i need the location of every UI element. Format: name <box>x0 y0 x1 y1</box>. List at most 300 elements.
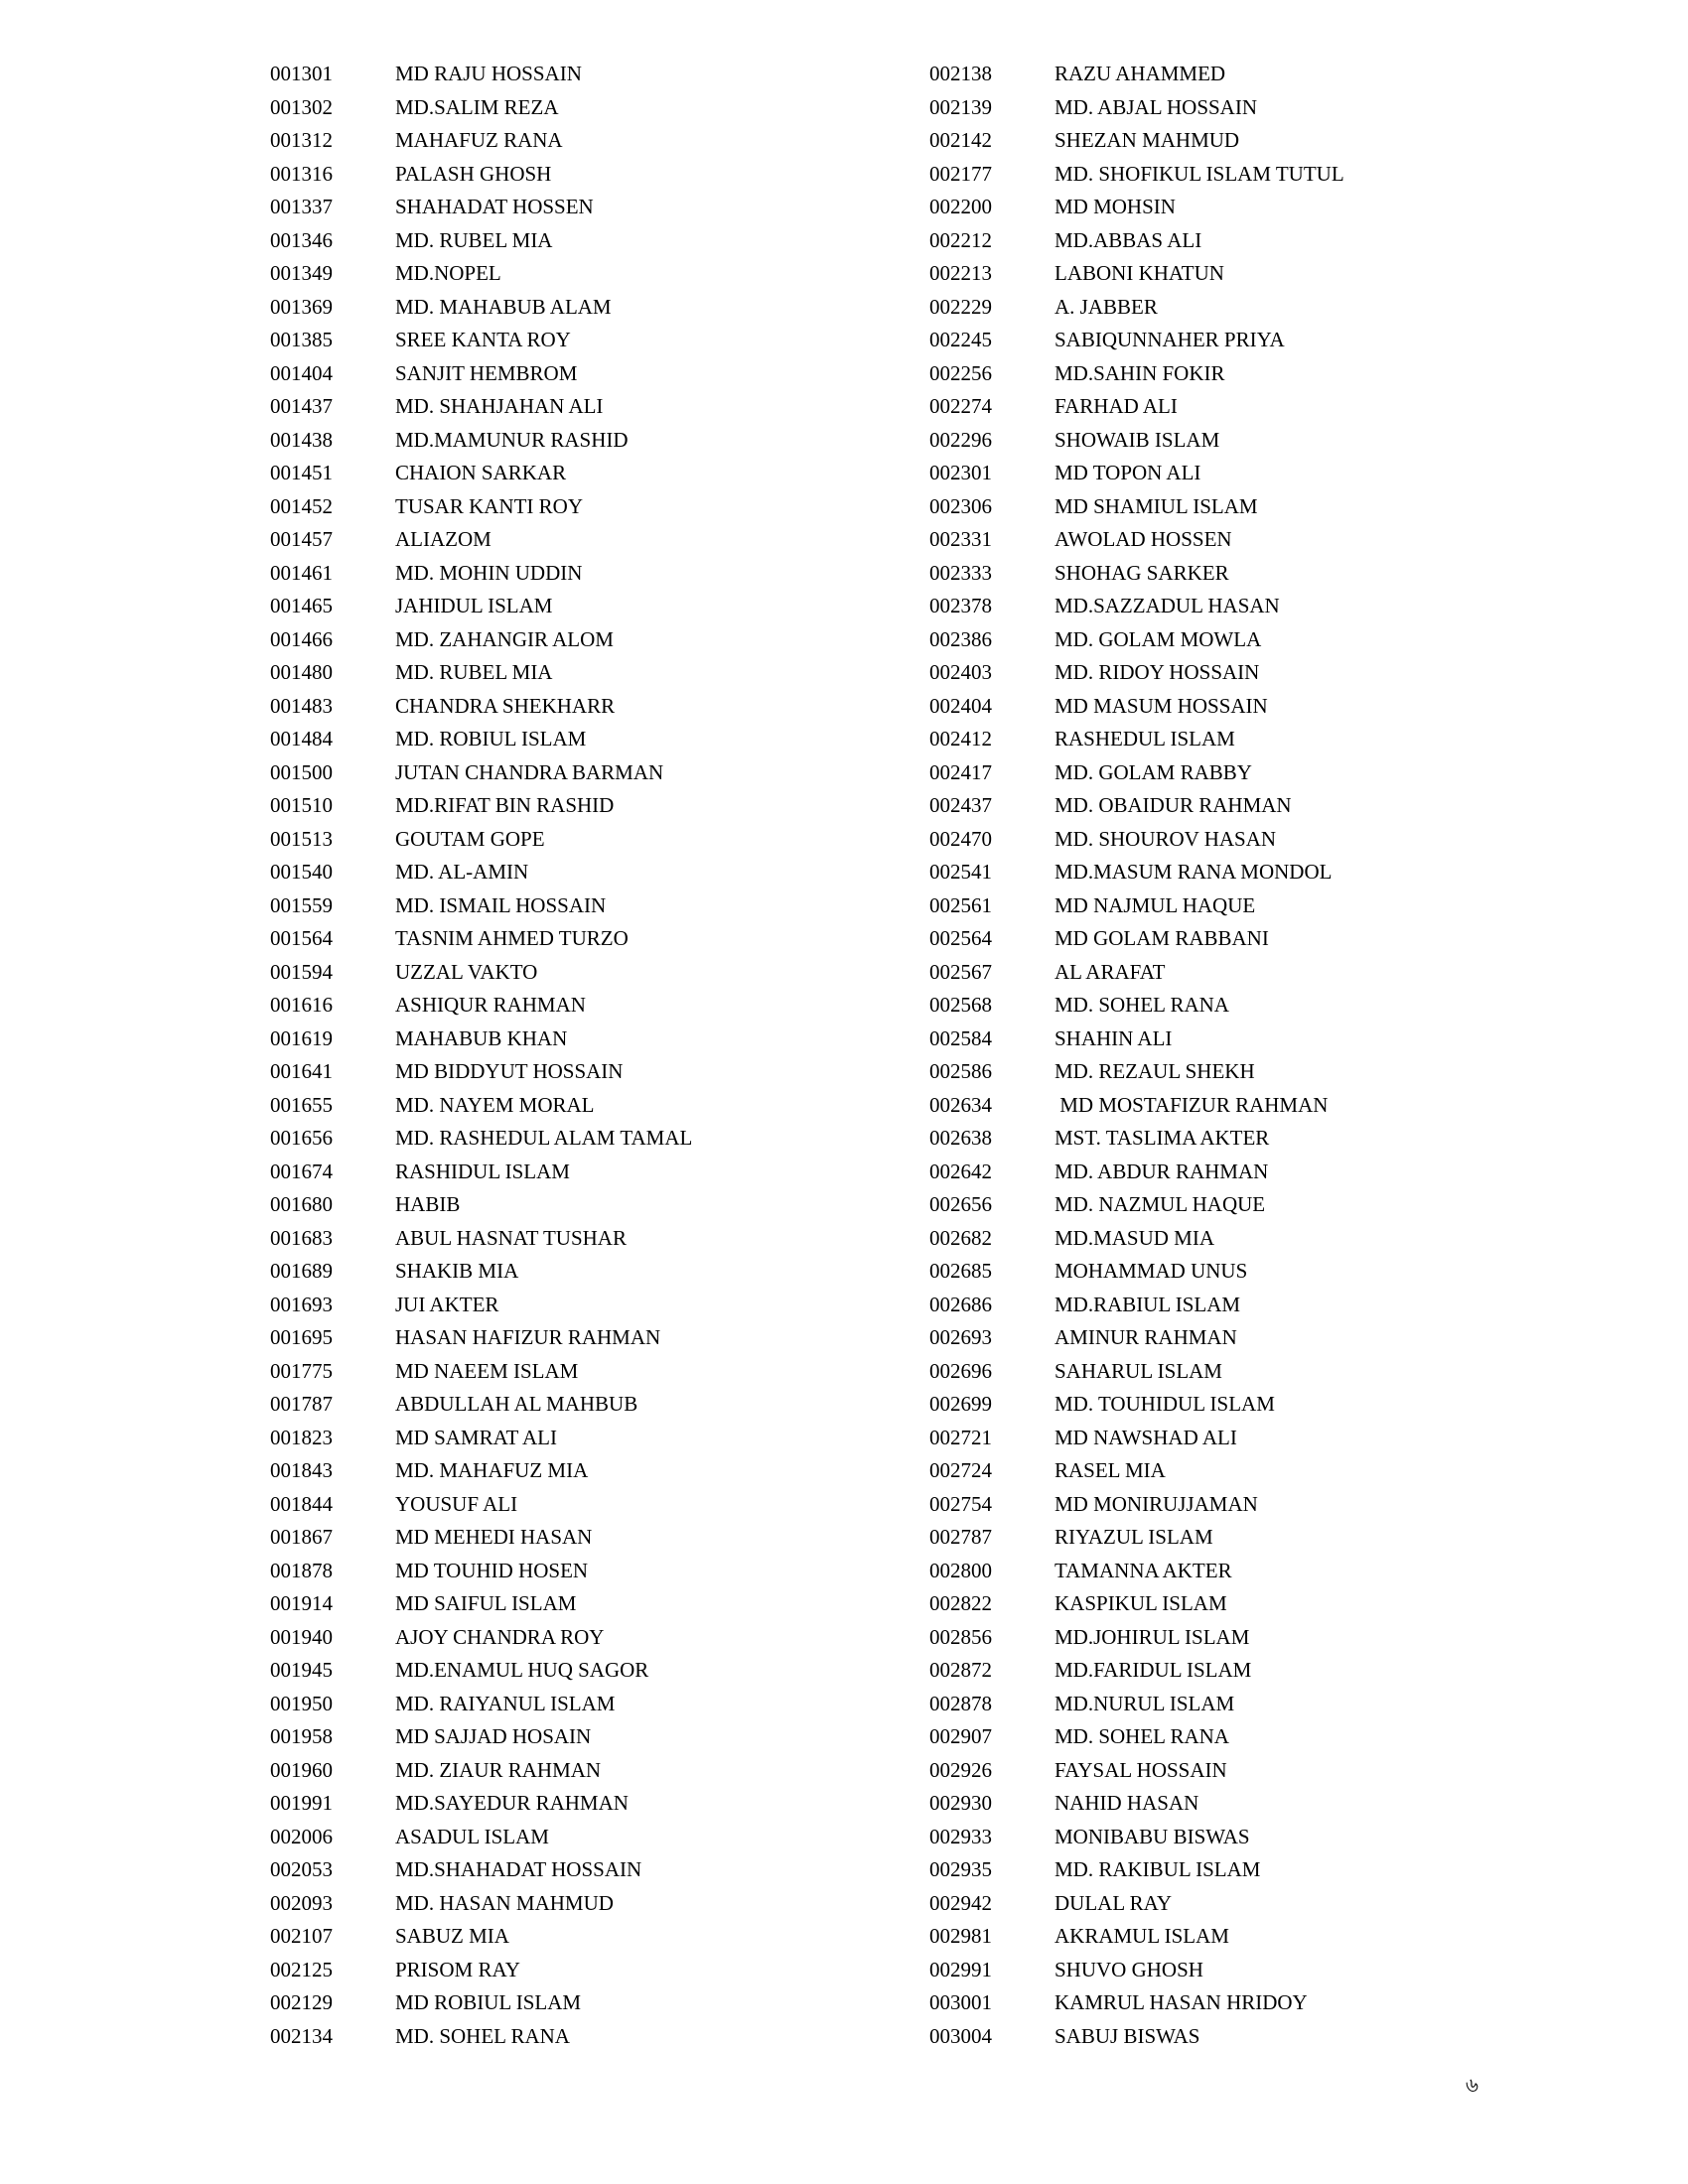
candidate-name: MD. OBAIDUR RAHMAN <box>1055 793 1292 818</box>
candidate-name: MD.MASUM RANA MONDOL <box>1055 860 1333 885</box>
list-item <box>929 490 1344 524</box>
roll-number: 002412 <box>929 727 992 751</box>
roll-number: 001680 <box>270 1192 333 1217</box>
candidate-name: MD.NOPEL <box>395 261 501 286</box>
candidate-name: MD MONIRUJJAMAN <box>1055 1491 1258 1516</box>
list-item <box>929 1454 1344 1488</box>
list-item <box>929 789 1344 823</box>
roll-number: 001465 <box>270 594 333 618</box>
list-item <box>929 1388 1344 1422</box>
roll-number: 002333 <box>929 560 992 585</box>
roll-number: 001775 <box>270 1358 333 1383</box>
roll-number: 002053 <box>270 1857 333 1882</box>
candidate-name: MD. SHAHJAHAN ALI <box>395 394 604 419</box>
list-item <box>270 1454 692 1488</box>
roll-number: 002567 <box>929 959 992 984</box>
roll-number: 002933 <box>929 1824 992 1848</box>
candidate-name: AMINUR RAHMAN <box>1055 1325 1237 1350</box>
candidate-name: TUSAR KANTI ROY <box>395 493 583 518</box>
roll-number: 001301 <box>270 62 333 86</box>
list-item <box>270 1289 692 1322</box>
candidate-name: RASHEDUL ISLAM <box>1055 727 1235 751</box>
roll-number: 001337 <box>270 195 333 219</box>
candidate-name: UZZAL VAKTO <box>395 959 538 984</box>
roll-number: 001438 <box>270 427 333 452</box>
list-item <box>270 756 692 790</box>
candidate-name: SHAKIB MIA <box>395 1259 519 1284</box>
list-item <box>270 1122 692 1156</box>
list-item <box>929 257 1344 291</box>
roll-number: 001513 <box>270 826 333 851</box>
roll-number: 002229 <box>929 294 992 319</box>
roll-number: 001316 <box>270 161 333 186</box>
candidate-name: GOUTAM GOPE <box>395 826 545 851</box>
list-item <box>270 856 692 889</box>
candidate-name: MD NAWSHAD ALI <box>1055 1425 1237 1449</box>
list-item <box>270 124 692 158</box>
list-item <box>929 1853 1344 1887</box>
list-item <box>929 324 1344 357</box>
candidate-name: SHUVO GHOSH <box>1055 1957 1203 1981</box>
roll-number: 002800 <box>929 1558 992 1582</box>
candidate-name: MD. TOUHIDUL ISLAM <box>1055 1392 1275 1417</box>
roll-number: 002142 <box>929 128 992 153</box>
roll-number: 002685 <box>929 1259 992 1284</box>
roll-number: 002470 <box>929 826 992 851</box>
candidate-name: MD.NURUL ISLAM <box>1055 1691 1235 1715</box>
roll-number: 001312 <box>270 128 333 153</box>
candidate-name: MD. SHOFIKUL ISLAM TUTUL <box>1055 161 1344 186</box>
roll-number: 001480 <box>270 660 333 685</box>
list-item <box>929 1422 1344 1455</box>
list-item <box>270 557 692 591</box>
candidate-name: SHAHADAT HOSSEN <box>395 195 594 219</box>
list-item <box>929 1720 1344 1754</box>
list-item <box>929 1621 1344 1655</box>
roll-number: 002386 <box>929 626 992 651</box>
list-item <box>929 590 1344 623</box>
roll-number: 001823 <box>270 1425 333 1449</box>
list-item <box>270 158 692 192</box>
candidate-name: MD SAMRAT ALI <box>395 1425 557 1449</box>
list-item <box>270 1688 692 1721</box>
list-item <box>929 1555 1344 1588</box>
candidate-name: CHAION SARKAR <box>395 461 567 485</box>
list-item <box>929 1055 1344 1089</box>
list-item <box>270 457 692 490</box>
roll-number: 002696 <box>929 1358 992 1383</box>
list-item <box>929 291 1344 325</box>
list-item <box>270 1355 692 1389</box>
list-item <box>929 191 1344 224</box>
roll-number: 001540 <box>270 860 333 885</box>
list-item <box>270 1954 692 1987</box>
roll-number: 001787 <box>270 1392 333 1417</box>
roll-number: 002378 <box>929 594 992 618</box>
candidate-name: MD. AL-AMIN <box>395 860 529 885</box>
candidate-name: MD. RUBEL MIA <box>395 227 553 252</box>
candidate-name: SREE KANTA ROY <box>395 328 571 352</box>
list-item <box>929 58 1344 91</box>
candidate-name: MD. ABDUR RAHMAN <box>1055 1159 1269 1183</box>
list-item <box>929 989 1344 1023</box>
roll-number: 001483 <box>270 693 333 718</box>
candidate-name: MD.ENAMUL HUQ SAGOR <box>395 1658 649 1683</box>
list-item <box>929 1222 1344 1256</box>
roll-number: 002129 <box>270 1990 333 2015</box>
roll-number: 002093 <box>270 1890 333 1915</box>
candidate-name: MD. SOHEL RANA <box>1055 993 1229 1018</box>
list-item <box>270 1388 692 1422</box>
roll-number: 001559 <box>270 892 333 917</box>
list-item <box>929 1289 1344 1322</box>
list-item <box>270 1488 692 1522</box>
roll-number: 001674 <box>270 1159 333 1183</box>
roll-number: 002403 <box>929 660 992 685</box>
roll-number: 002138 <box>929 62 992 86</box>
roll-number: 002296 <box>929 427 992 452</box>
list-item <box>270 191 692 224</box>
list-item <box>929 424 1344 458</box>
roll-number: 001991 <box>270 1791 333 1816</box>
list-item <box>270 1321 692 1355</box>
roll-number: 002930 <box>929 1791 992 1816</box>
candidate-name: A. JABBER <box>1055 294 1158 319</box>
candidate-name: CHANDRA SHEKHARR <box>395 693 616 718</box>
candidate-name: MD SAIFUL ISLAM <box>395 1591 577 1616</box>
list-item <box>929 1986 1344 2020</box>
candidate-name: MD.SAZZADUL HASAN <box>1055 594 1280 618</box>
list-item <box>270 1587 692 1621</box>
candidate-name: MD. ABJAL HOSSAIN <box>1055 94 1258 119</box>
candidate-name: MD.SALIM REZA <box>395 94 559 119</box>
list-item <box>929 1188 1344 1222</box>
roll-number: 001950 <box>270 1691 333 1715</box>
list-item <box>270 91 692 125</box>
list-item <box>929 1355 1344 1389</box>
list-item <box>929 1156 1344 1189</box>
candidate-name: RIYAZUL ISLAM <box>1055 1525 1213 1550</box>
list-item <box>270 1555 692 1588</box>
candidate-name: NAHID HASAN <box>1055 1791 1199 1816</box>
roll-number: 001437 <box>270 394 333 419</box>
roll-number: 001510 <box>270 793 333 818</box>
roll-number: 001484 <box>270 727 333 751</box>
candidate-name: RASHIDUL ISLAM <box>395 1159 570 1183</box>
candidate-name: MD RAJU HOSSAIN <box>395 62 582 86</box>
candidate-name: PRISOM RAY <box>395 1957 520 1981</box>
list-item <box>270 1255 692 1289</box>
list-item <box>929 357 1344 391</box>
roll-number: 001867 <box>270 1525 333 1550</box>
roll-number: 001641 <box>270 1059 333 1084</box>
candidate-name: ALIAZOM <box>395 527 492 552</box>
roll-number: 002981 <box>929 1924 992 1949</box>
candidate-name: MD ROBIUL ISLAM <box>395 1990 582 2015</box>
candidate-name: KASPIKUL ISLAM <box>1055 1591 1227 1616</box>
roll-number: 002926 <box>929 1757 992 1782</box>
roll-number: 001656 <box>270 1126 333 1151</box>
list-item <box>270 424 692 458</box>
roll-number: 002721 <box>929 1425 992 1449</box>
candidate-name: MD. ISMAIL HOSSAIN <box>395 892 607 917</box>
roll-number: 002301 <box>929 461 992 485</box>
candidate-name: RAZU AHAMMED <box>1055 62 1226 86</box>
roll-number: 001878 <box>270 1558 333 1582</box>
list-item <box>929 856 1344 889</box>
candidate-name: MD GOLAM RABBANI <box>1055 926 1269 951</box>
roll-number: 001689 <box>270 1259 333 1284</box>
candidate-name: MST. TASLIMA AKTER <box>1055 1126 1270 1151</box>
list-item <box>929 1821 1344 1854</box>
candidate-name: MD. MAHAFUZ MIA <box>395 1458 589 1483</box>
candidate-name: PALASH GHOSH <box>395 161 552 186</box>
roll-number: 002991 <box>929 1957 992 1981</box>
roll-number: 002638 <box>929 1126 992 1151</box>
roll-number: 001466 <box>270 626 333 651</box>
list-item <box>929 1688 1344 1721</box>
candidate-name: MD TOPON ALI <box>1055 461 1201 485</box>
list-item <box>929 823 1344 857</box>
list-item <box>270 1023 692 1056</box>
roll-number: 002125 <box>270 1957 333 1981</box>
roll-number: 001404 <box>270 360 333 385</box>
list-item <box>929 557 1344 591</box>
list-item <box>929 1521 1344 1555</box>
list-item <box>270 623 692 657</box>
candidate-name: MD.MAMUNUR RASHID <box>395 427 629 452</box>
list-item <box>270 1920 692 1954</box>
candidate-name: MD. NAZMUL HAQUE <box>1055 1192 1266 1217</box>
list-item <box>270 1621 692 1655</box>
candidate-name: MD. ZIAUR RAHMAN <box>395 1757 602 1782</box>
roll-number: 002724 <box>929 1458 992 1483</box>
roll-number: 002134 <box>270 2023 333 2048</box>
list-item <box>270 1853 692 1887</box>
roll-number: 002754 <box>929 1491 992 1516</box>
list-item <box>929 922 1344 956</box>
roll-number: 002177 <box>929 161 992 186</box>
candidate-name: TASNIM AHMED TURZO <box>395 926 629 951</box>
roll-number: 002822 <box>929 1591 992 1616</box>
candidate-name: MD.RIFAT BIN RASHID <box>395 793 615 818</box>
roll-number: 002568 <box>929 993 992 1018</box>
candidate-name: ABUL HASNAT TUSHAR <box>395 1225 627 1250</box>
roll-number: 001457 <box>270 527 333 552</box>
list-item <box>270 224 692 258</box>
candidate-name: MD. GOLAM RABBY <box>1055 759 1252 784</box>
list-item <box>270 823 692 857</box>
candidate-name: MD MOSTAFIZUR RAHMAN <box>1055 1092 1329 1117</box>
candidate-name: MD. REZAUL SHEKH <box>1055 1059 1255 1084</box>
roll-number: 001302 <box>270 94 333 119</box>
list-item <box>270 257 692 291</box>
list-item <box>270 1887 692 1921</box>
roll-number: 002417 <box>929 759 992 784</box>
roll-number: 002642 <box>929 1159 992 1183</box>
list-item <box>929 1654 1344 1688</box>
list-item <box>270 1821 692 1854</box>
candidate-name: MD. SHOUROV HASAN <box>1055 826 1277 851</box>
roll-number: 001385 <box>270 328 333 352</box>
roll-number: 002682 <box>929 1225 992 1250</box>
candidate-name: MD MASUM HOSSAIN <box>1055 693 1268 718</box>
candidate-name: MD.JOHIRUL ISLAM <box>1055 1624 1250 1649</box>
candidate-name: MD. SOHEL RANA <box>1055 1724 1229 1749</box>
list-item <box>270 1188 692 1222</box>
candidate-name: MD. GOLAM MOWLA <box>1055 626 1262 651</box>
roll-number: 001616 <box>270 993 333 1018</box>
candidate-name: FARHAD ALI <box>1055 394 1178 419</box>
roll-number: 001960 <box>270 1757 333 1782</box>
candidate-name: SABUJ BISWAS <box>1055 2023 1200 2048</box>
candidate-name: MD. MAHABUB ALAM <box>395 294 612 319</box>
roll-number: 001958 <box>270 1724 333 1749</box>
list-item <box>270 789 692 823</box>
list-item <box>929 390 1344 424</box>
list-item <box>270 357 692 391</box>
list-item <box>929 1954 1344 1987</box>
list-item <box>270 1986 692 2020</box>
candidate-name: MD.SAHIN FOKIR <box>1055 360 1225 385</box>
candidate-name: SHAHIN ALI <box>1055 1025 1173 1050</box>
candidate-name: MD. HASAN MAHMUD <box>395 1890 614 1915</box>
candidate-name: ABDULLAH AL MAHBUB <box>395 1392 638 1417</box>
list-item <box>270 490 692 524</box>
candidate-name: SABIQUNNAHER PRIYA <box>1055 328 1285 352</box>
list-item <box>270 1787 692 1821</box>
candidate-name: HASAN HAFIZUR RAHMAN <box>395 1325 661 1350</box>
roll-number: 001683 <box>270 1225 333 1250</box>
roll-number: 001500 <box>270 759 333 784</box>
list-item <box>929 1587 1344 1621</box>
candidate-name: SHOWAIB ISLAM <box>1055 427 1220 452</box>
roll-number: 002878 <box>929 1691 992 1715</box>
list-item <box>270 1055 692 1089</box>
roll-number: 001346 <box>270 227 333 252</box>
roll-number: 001564 <box>270 926 333 951</box>
list-item <box>270 1720 692 1754</box>
roll-number: 001695 <box>270 1325 333 1350</box>
list-item <box>929 158 1344 192</box>
roll-number: 002935 <box>929 1857 992 1882</box>
candidate-name: MD TOUHID HOSEN <box>395 1558 589 1582</box>
roll-number: 002656 <box>929 1192 992 1217</box>
list-item <box>929 1089 1344 1123</box>
candidate-name: MAHAFUZ RANA <box>395 128 563 153</box>
roll-number: 002404 <box>929 693 992 718</box>
roll-number: 002274 <box>929 394 992 419</box>
candidate-name: DULAL RAY <box>1055 1890 1173 1915</box>
roll-number: 001945 <box>270 1658 333 1683</box>
list-item <box>270 523 692 557</box>
roll-number: 002907 <box>929 1724 992 1749</box>
roll-number: 003004 <box>929 2023 992 2048</box>
candidate-name: RASEL MIA <box>1055 1458 1166 1483</box>
list-item <box>270 1654 692 1688</box>
list-item <box>929 1255 1344 1289</box>
candidate-name: MOHAMMAD UNUS <box>1055 1259 1248 1284</box>
candidate-name: MD. ZAHANGIR ALOM <box>395 626 614 651</box>
candidate-name: MD. MOHIN UDDIN <box>395 560 583 585</box>
roll-number: 002331 <box>929 527 992 552</box>
candidate-name: YOUSUF ALI <box>395 1491 518 1516</box>
candidate-name: AL ARAFAT <box>1055 959 1166 984</box>
roll-number: 002787 <box>929 1525 992 1550</box>
candidate-name: MD NAJMUL HAQUE <box>1055 892 1256 917</box>
candidate-name: JUI AKTER <box>395 1292 499 1316</box>
candidate-name: MD. NAYEM MORAL <box>395 1092 595 1117</box>
list-item <box>270 324 692 357</box>
candidate-name: SANJIT HEMBROM <box>395 360 578 385</box>
list-item <box>270 590 692 623</box>
roll-number: 002872 <box>929 1658 992 1683</box>
roll-number: 002564 <box>929 926 992 951</box>
candidate-name: JUTAN CHANDRA BARMAN <box>395 759 664 784</box>
roll-number: 002942 <box>929 1890 992 1915</box>
list-item <box>270 922 692 956</box>
list-item <box>270 1754 692 1788</box>
list-item <box>929 1787 1344 1821</box>
list-item <box>270 956 692 990</box>
candidate-name: MD. SOHEL RANA <box>395 2023 570 2048</box>
roll-number: 002245 <box>929 328 992 352</box>
roll-number: 002634 <box>929 1092 992 1117</box>
candidate-name: HABIB <box>395 1192 461 1217</box>
candidate-name: MD MOHSIN <box>1055 195 1176 219</box>
list-item <box>929 1754 1344 1788</box>
roll-number: 002541 <box>929 860 992 885</box>
roll-number: 002006 <box>270 1824 333 1848</box>
roll-number: 001452 <box>270 493 333 518</box>
roll-number: 002213 <box>929 261 992 286</box>
candidate-name: SHEZAN MAHMUD <box>1055 128 1240 153</box>
roll-number: 002686 <box>929 1292 992 1316</box>
roll-number: 002139 <box>929 94 992 119</box>
candidate-name: MD.FARIDUL ISLAM <box>1055 1658 1252 1683</box>
roll-number: 002584 <box>929 1025 992 1050</box>
candidate-name: MD SAJJAD HOSAIN <box>395 1724 592 1749</box>
roll-number: 002699 <box>929 1392 992 1417</box>
candidate-name: SAHARUL ISLAM <box>1055 1358 1222 1383</box>
list-item <box>270 1521 692 1555</box>
list-item <box>929 1488 1344 1522</box>
roll-number: 002437 <box>929 793 992 818</box>
right-column <box>929 58 1344 2053</box>
roll-number: 002107 <box>270 1924 333 1949</box>
candidate-name: ASADUL ISLAM <box>395 1824 549 1848</box>
candidate-name: MAHABUB KHAN <box>395 1025 568 1050</box>
roll-number: 001844 <box>270 1491 333 1516</box>
roll-number: 002856 <box>929 1624 992 1649</box>
list-item <box>270 723 692 756</box>
list-item <box>929 124 1344 158</box>
roll-number: 002693 <box>929 1325 992 1350</box>
list-item <box>929 1023 1344 1056</box>
candidate-name: MD. RASHEDUL ALAM TAMAL <box>395 1126 693 1151</box>
left-column <box>270 58 692 2053</box>
candidate-name: MD.RABIUL ISLAM <box>1055 1292 1241 1316</box>
roll-number: 003001 <box>929 1990 992 2015</box>
page-number: ৬ <box>1466 2073 1479 2097</box>
roll-number: 001369 <box>270 294 333 319</box>
roll-number: 002561 <box>929 892 992 917</box>
list-item <box>929 656 1344 690</box>
candidate-name: MD BIDDYUT HOSSAIN <box>395 1059 624 1084</box>
list-item <box>270 1422 692 1455</box>
list-item <box>929 523 1344 557</box>
candidate-name: MONIBABU BISWAS <box>1055 1824 1250 1848</box>
